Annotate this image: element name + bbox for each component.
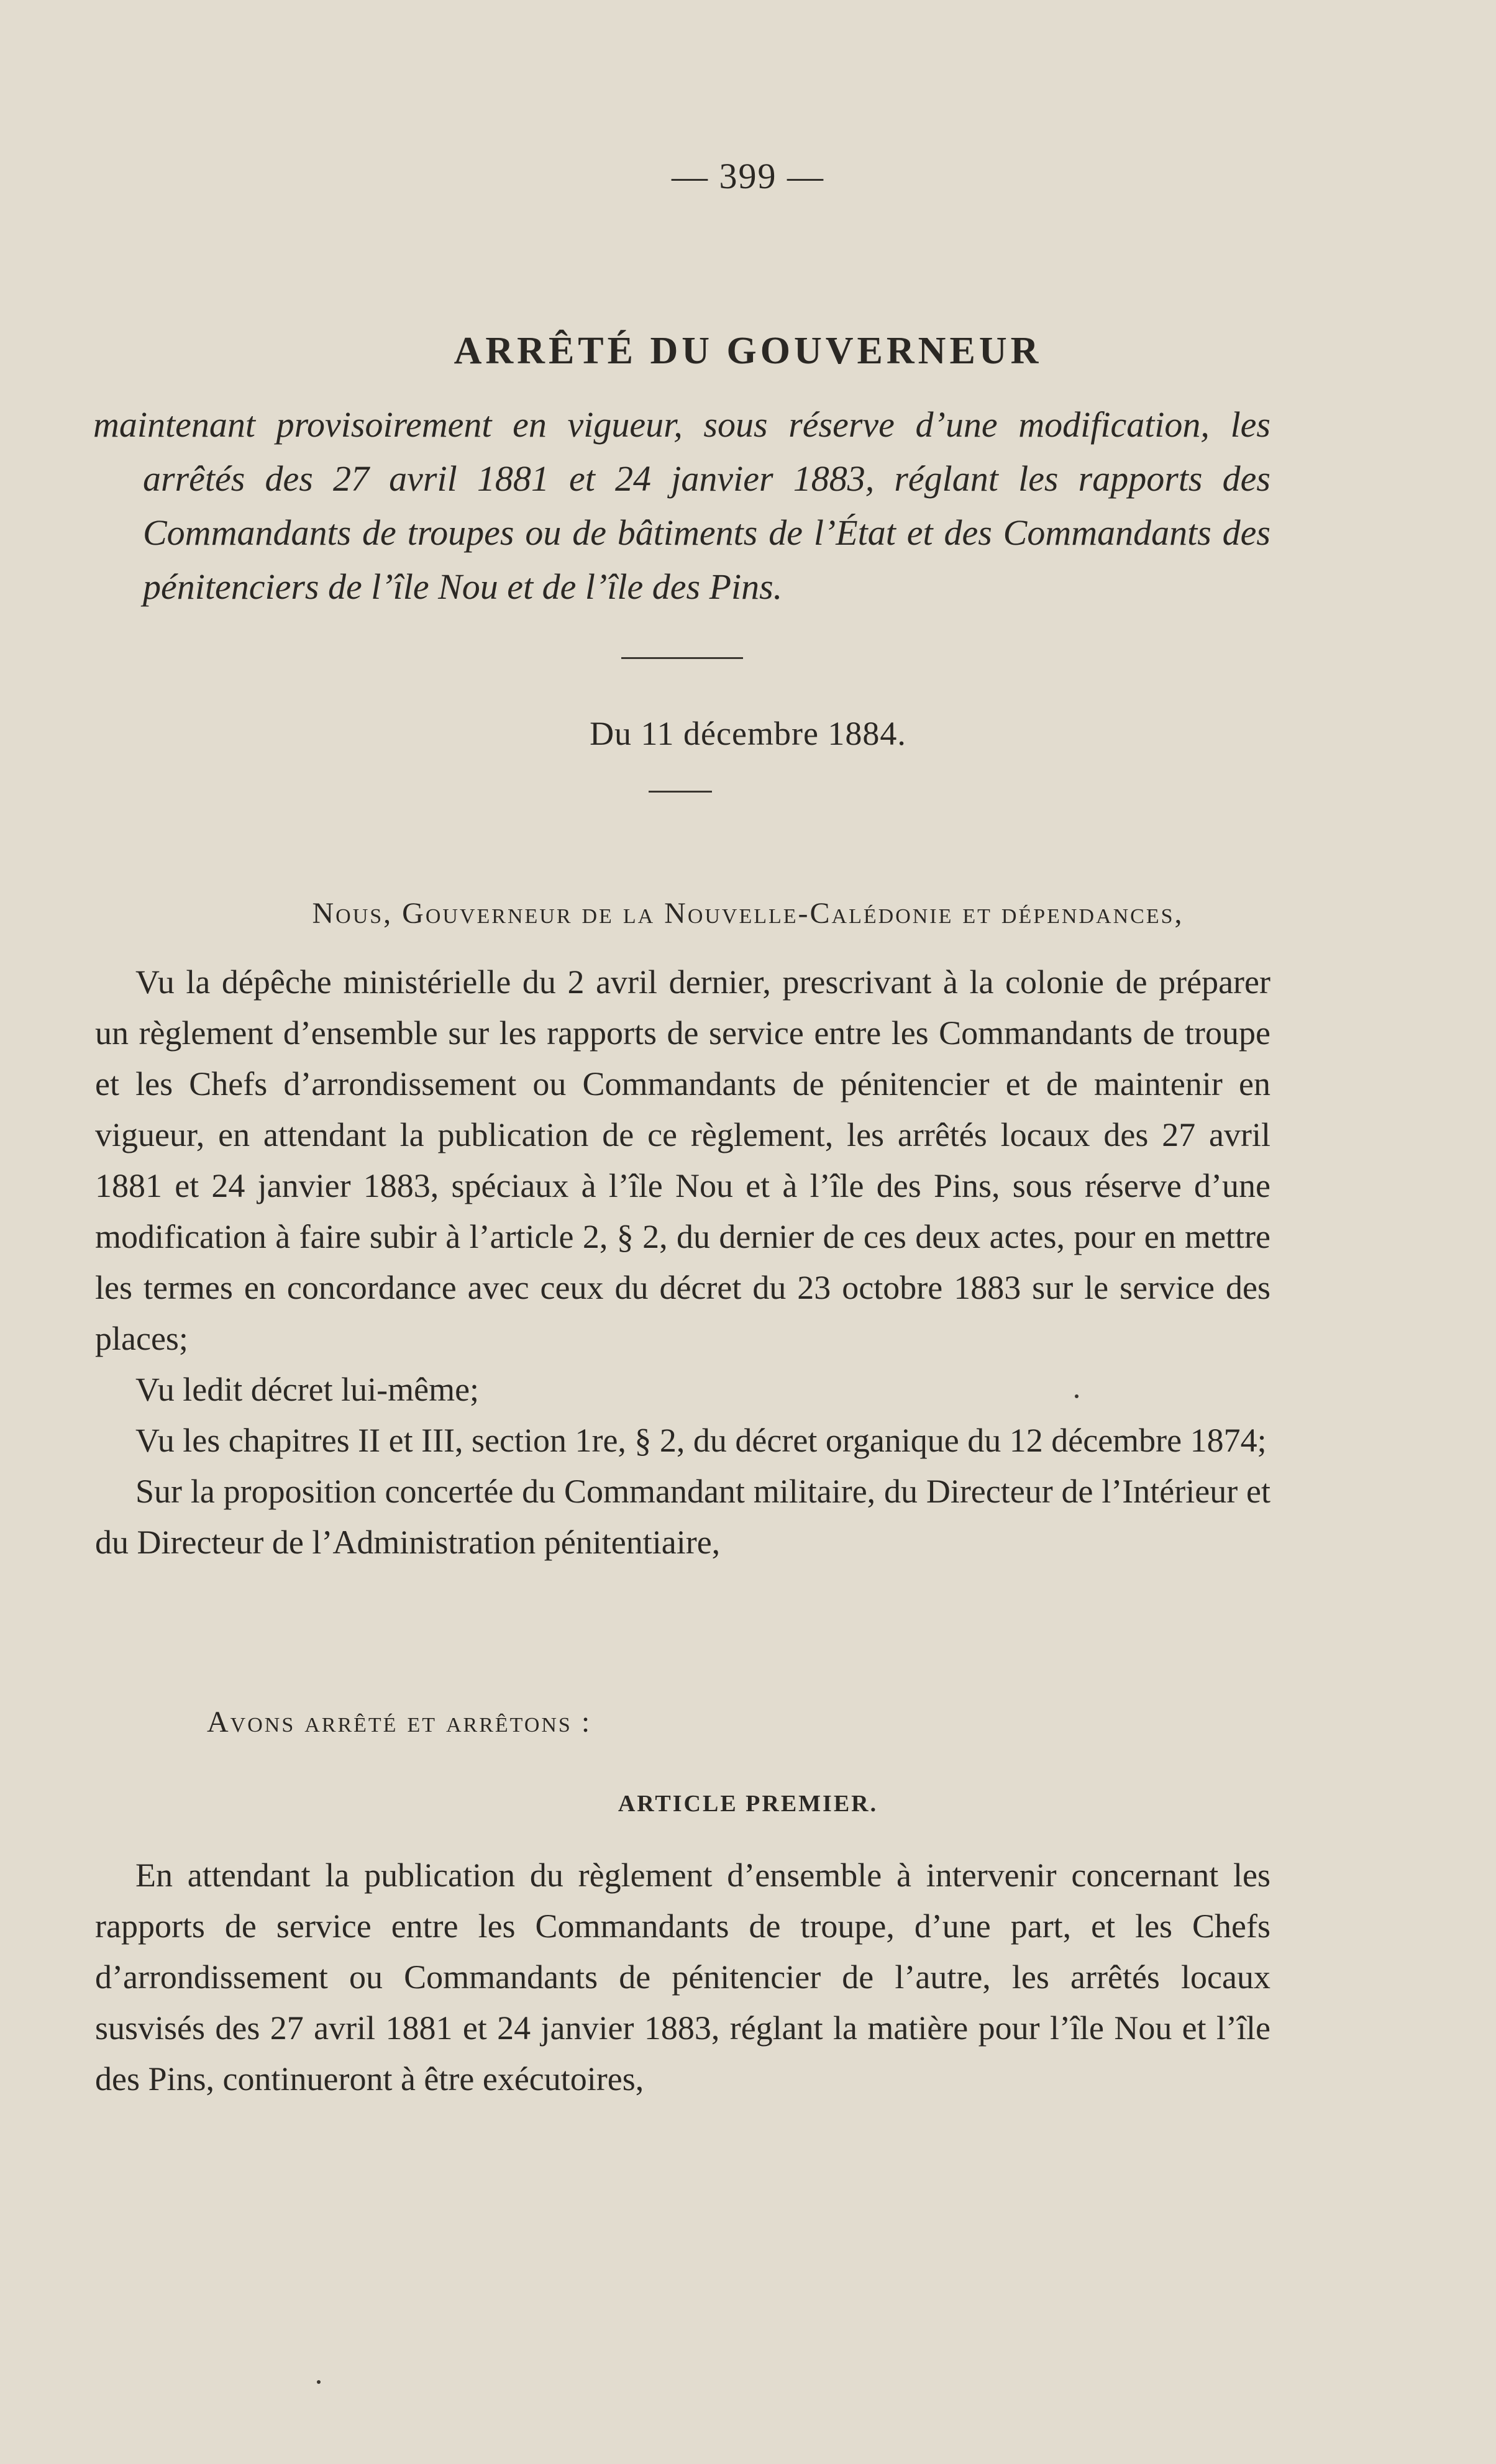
issuing-authority: Nous, Gouverneur de la Nouvelle-Calédonie et dépendances, xyxy=(312,897,1184,930)
paper-speck xyxy=(1075,1394,1079,1398)
decree-formula: Avons arrêté et arrêtons : xyxy=(207,1706,592,1739)
article-body xyxy=(95,1850,1270,2104)
paper-speck xyxy=(317,2380,321,2384)
considerations-block xyxy=(95,957,1270,1568)
consideration-paragraph: Vu la dépêche ministérielle du 2 avril dernier, prescrivant à la colonie de préparer un règlement d’ensemble sur les rapports de service entre les Commandants de troupe et les Chefs d’arrondissement ou Commandants de pénitencier et de maintenir en vigueur, en attendant la publication de ce règlement, les arrêtés locaux des 27 avril 1881 et 24 janvier 1883, spéciaux à l’île Nou et à l’île des Pins, sous réserve d’une modification à faire subir à l’article 2, § 2, du dernier de ces deux actes, pour en mettre les termes en concordance avec ceux du décret du 23 octobre 1883 sur le service des places; xyxy=(95,963,1270,1357)
decree-subtitle xyxy=(93,398,1270,614)
article-paragraph: En attendant la publication du règlement d’ensemble à intervenir concernant les rapports de service entre les Commandants de troupe, d’une part, et les Chefs d’arrondissement ou Commandants de pénitencier de l’autre, les arrêtés locaux susvisés des 27 avril 1881 et 24 janvier 1883, réglant la matière pour l’île Nou et l’île des Pins, continueront à être exécutoires, xyxy=(95,1857,1270,2098)
page-number: — 399 — xyxy=(672,156,824,196)
decree-subtitle-text: maintenant provisoirement en vigueur, sous réserve d’une modification, les arrêtés des 27 avril 1881 et 24 janvier 1883, réglant les rapports des Commandants de troupes ou de bâtiments de l’État et des Commandants des pénitenciers de l’île Nou et de l’île des Pins. xyxy=(93,404,1270,607)
article-heading: ARTICLE PREMIER. xyxy=(618,1791,878,1817)
title-separator-rule xyxy=(621,657,743,659)
date-separator-rule xyxy=(649,791,712,793)
decree-title: ARRÊTÉ DU GOUVERNEUR xyxy=(454,330,1042,372)
consideration-paragraph: Sur la proposition concertée du Commandant militaire, du Directeur de l’Intérieur et du Directeur de l’Administration pénitentiaire, xyxy=(95,1473,1270,1561)
decree-date: Du 11 décembre 1884. xyxy=(590,715,906,752)
consideration-paragraph: Vu ledit décret lui-même; xyxy=(135,1371,480,1408)
consideration-paragraph: Vu les chapitres II et III, section 1re, § 2, du décret organique du 12 décembre 1874; xyxy=(135,1422,1267,1459)
